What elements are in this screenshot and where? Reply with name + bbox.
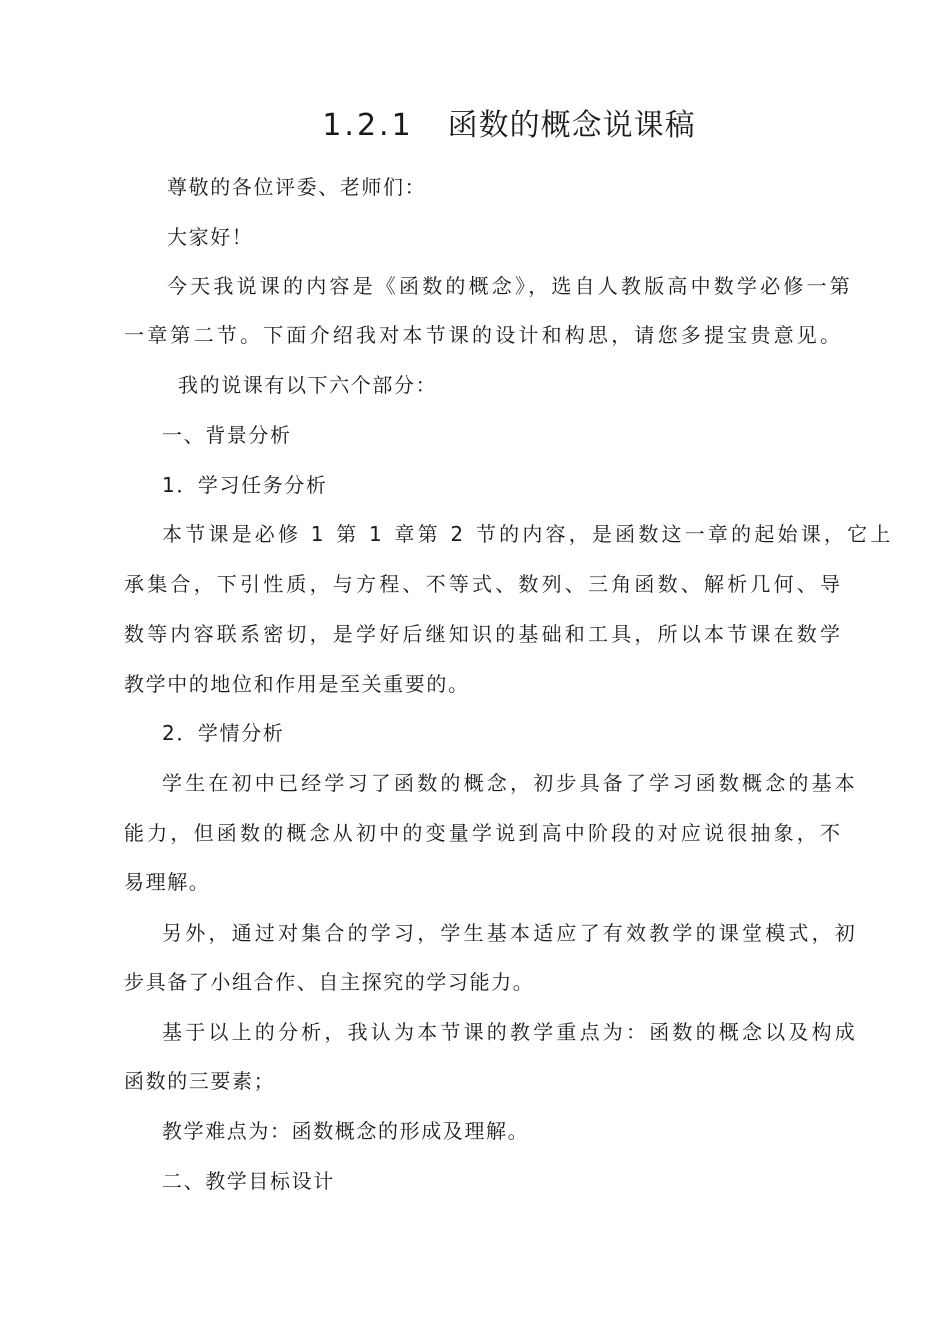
paragraph-line: 能力，但函数的概念从初中的变量学说到高中阶段的对应说很抽象，不 [124, 821, 844, 845]
paragraph-line: 一章第二节。下面介绍我对本节课的设计和构思，请您多提宝贵意见。 [124, 323, 844, 347]
section-heading: 二、教学目标设计 [162, 1169, 335, 1193]
paragraph-line: 我的说课有以下六个部分： [178, 373, 438, 397]
paragraph-line: 基于以上的分析，我认为本节课的教学重点为：函数的概念以及构成 [162, 1020, 858, 1044]
title-text: 函数的概念说课稿 [447, 108, 696, 143]
paragraph-line: 易理解。 [124, 870, 211, 894]
title-number: 1.2.1 [322, 108, 414, 143]
section-heading: 一、背景分析 [162, 423, 292, 447]
subsection-heading: 2．学情分析 [162, 721, 285, 745]
paragraph-line: 今天我说课的内容是《函数的概念》，选自人教版高中数学必修一第 [167, 274, 853, 298]
paragraph-line: 教学中的地位和作用是至关重要的。 [124, 672, 470, 696]
paragraph-line: 本节课是必修 1 第 1 章第 2 节的内容，是函数这一章的起始课，它上 [162, 522, 894, 546]
document-title [0, 103, 950, 149]
salutation: 尊敬的各位评委、老师们： [167, 175, 427, 199]
paragraph-line: 学生在初中已经学习了函数的概念，初步具备了学习函数概念的基本 [162, 771, 858, 795]
paragraph-line: 承集合，下引性质，与方程、不等式、数列、三角函数、解析几何、导 [124, 572, 844, 596]
paragraph-line: 函数的三要素； [124, 1069, 276, 1093]
paragraph-line: 步具备了小组合作、自主探究的学习能力。 [124, 970, 535, 994]
subsection-heading: 1．学习任务分析 [162, 473, 328, 497]
paragraph-line: 另外，通过对集合的学习，学生基本适应了有效教学的课堂模式，初 [162, 921, 858, 945]
paragraph-line: 数等内容联系密切，是学好后继知识的基础和工具，所以本节课在数学 [124, 622, 844, 646]
greeting: 大家好！ [167, 225, 254, 249]
paragraph-line: 教学难点为：函数概念的形成及理解。 [162, 1119, 530, 1143]
